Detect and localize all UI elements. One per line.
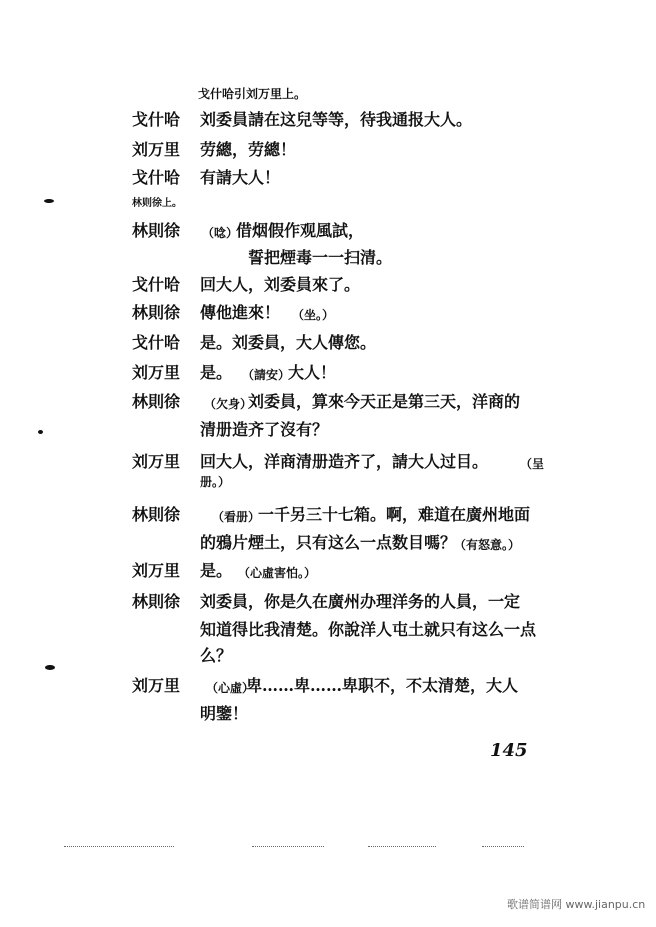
speaker-gesh-ha: 戈什哈 [132, 275, 181, 294]
speaker-liu-wanli: 刘万里 [132, 452, 181, 471]
scan-dots [252, 846, 324, 848]
speaker-lin-zexu: 林則徐 [132, 221, 181, 240]
speaker-liu-wanli: 刘万里 [132, 363, 181, 382]
speaker-lin-zexu: 林則徐 [132, 392, 181, 411]
dialogue-line: 卑……卑……卑职不，不太清楚，大人 [246, 676, 519, 695]
speaker-liu-wanli: 刘万里 [132, 561, 181, 580]
dialogue-continuation: 清册造齐了沒有？ [200, 420, 329, 439]
dialogue-continuation: 的鴉片煙土，只有这么一点数目嗎？ [200, 533, 457, 552]
speaker-liu-wanli: 刘万里 [132, 140, 181, 159]
ink-mark [44, 199, 54, 203]
stage-direction-inline: （唸） [202, 226, 239, 240]
stage-direction-top: 戈什哈引刘万里上。 [198, 87, 307, 101]
ink-mark [38, 430, 43, 434]
stage-direction-inline: （呈 [520, 457, 545, 471]
dialogue-line: 刘委員，你是久在廣州办理洋务的人員，一定 [200, 592, 521, 611]
scan-dots [368, 846, 436, 848]
stage-direction-inline: （看册） [212, 510, 261, 524]
dialogue-line: 是。 [200, 363, 233, 382]
dialogue-continuation: 誓把煙毒一一扫清。 [248, 248, 393, 267]
dialogue-line: 一千另三十七箱。啊，难道在廣州地面 [258, 505, 531, 524]
dialogue-line: 回大人，刘委員來了。 [200, 275, 361, 294]
dialogue-line: 是。 [200, 561, 233, 580]
stage-direction-inline: （請安） [242, 368, 291, 382]
scan-dots [482, 846, 524, 848]
stage-direction-lin-enters: 林则徐上。 [132, 198, 182, 209]
speaker-liu-wanli: 刘万里 [132, 676, 181, 695]
dialogue-line: 刘委員，算來今天正是第三天，洋商的 [248, 392, 521, 411]
speaker-gesh-ha: 戈什哈 [132, 333, 181, 352]
stage-direction-inline: （有怒意。） [454, 538, 521, 552]
stage-direction-inline: （心虛） [206, 681, 255, 695]
dialogue-continuation: 明鑒！ [200, 704, 249, 723]
stage-direction-inline: （心虛害怕。） [238, 566, 317, 580]
scan-dots [64, 846, 174, 848]
watermark: 歌谱简谱网 www.jianpu.cn [507, 898, 646, 911]
dialogue-continuation: 么？ [200, 646, 233, 665]
dialogue-continuation: 册。） [200, 475, 231, 489]
dialogue-line: 是。刘委員，大人傳您。 [200, 333, 377, 352]
dialogue-line: 傳他進來！ [200, 303, 281, 322]
speaker-lin-zexu: 林則徐 [132, 505, 181, 524]
dialogue-line: 有請大人！ [200, 168, 281, 187]
speaker-lin-zexu: 林則徐 [132, 592, 181, 611]
dialogue-line-after: 大人！ [288, 363, 337, 382]
dialogue-line: 回大人，洋商清册造齐了，請大人过目。 [200, 452, 489, 471]
speaker-lin-zexu: 林則徐 [132, 303, 181, 322]
page-number: 145 [490, 740, 528, 761]
speaker-gesh-ha: 戈什哈 [132, 168, 181, 187]
stage-direction-inline: （坐。） [292, 308, 335, 322]
ink-mark [45, 665, 55, 670]
dialogue-line: 刘委員請在这兒等等，待我通报大人。 [200, 110, 473, 129]
dialogue-line: 劳總，劳總！ [200, 140, 297, 159]
stage-direction-inline: （欠身） [204, 397, 253, 411]
dialogue-line: 借烟假作观風試， [236, 221, 365, 240]
dialogue-continuation: 知道得比我清楚。你說洋人屯土就只有这么一点 [200, 620, 537, 639]
speaker-gesh-ha: 戈什哈 [132, 110, 181, 129]
